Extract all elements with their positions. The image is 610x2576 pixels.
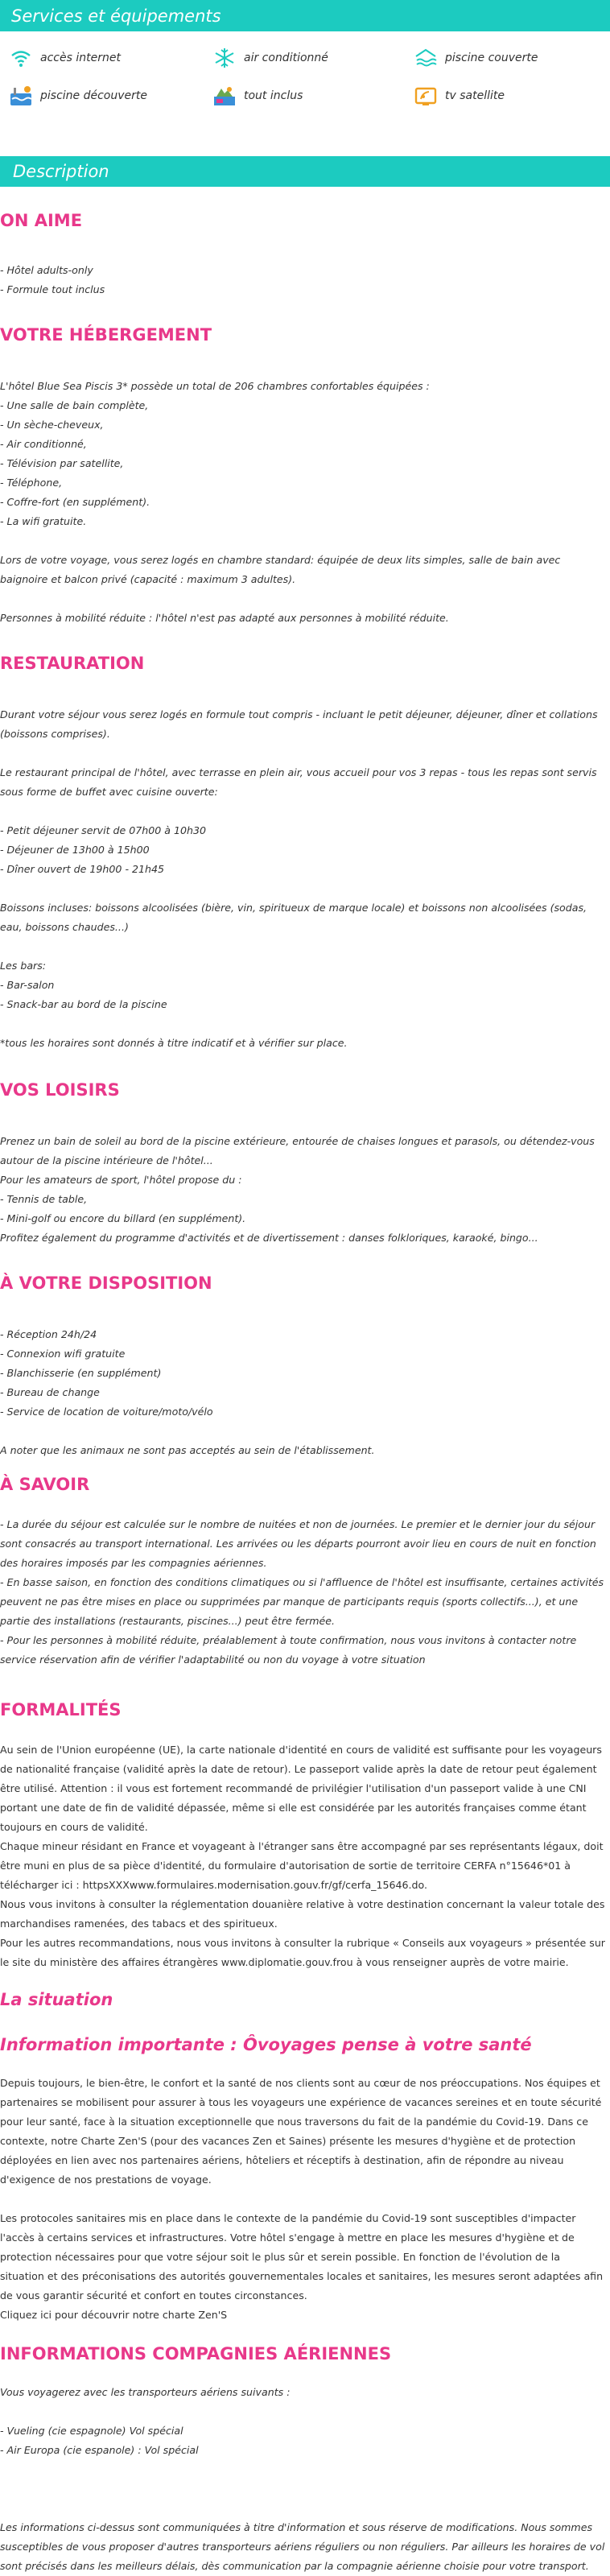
- section-heading-info-importante: Information importante : Ôvoyages pense à votre santé: [0, 2035, 532, 2054]
- section-heading-restauration: RESTAURATION: [0, 654, 145, 673]
- wifi-icon: [10, 47, 32, 68]
- services-header: [0, 0, 610, 31]
- amenity-satellite-tv: [414, 85, 505, 106]
- section-text-on-aime: - Hôtel adults-only - Formule tout inclus: [0, 264, 105, 295]
- satellite-tv-icon: [414, 85, 437, 106]
- section-text-restauration: Durant votre séjour vous serez logés en formule tout compris - incluant le petit déjeuner, déjeuner, dîner et collations (boissons comprises). Le restaurant principal de l'hôtel, avec terrasse en plein air, vous accueil pour vos 3 repas - tous les repas sont servis sous forme de buffet avec cuisine ouverte: - Petit déjeuner servit de 07h00 à 10h30 - Déjeuner de 13h00 à 15h00 - Dîner ouvert de 19h00 - 21h45 Boissons incluses: boissons alcoolisées (bière, vin, spiritueux de marque locale) et boissons non alcoolisées (sodas, eau, boissons chaudes...) Les bars: - Bar-salon - Snack-bar au bord de la piscine *tous les horaires sont donnés à titre indicatif et à vérifier sur place.: [0, 708, 598, 1049]
- section-heading-situation: La situation: [0, 1990, 113, 2009]
- description-title: Description: [13, 162, 109, 181]
- section-heading-on-aime: ON AIME: [0, 211, 83, 230]
- amenity-label: piscine couverte: [445, 52, 538, 64]
- amenity-ac: [213, 47, 328, 68]
- amenity-label: accès internet: [40, 52, 121, 64]
- section-text-formalites: Au sein de l'Union européenne (UE), la carte nationale d'identité en cours de validité est suffisante pour les voyageurs de nationalité française (validité après la date de retour). Le passeport valide après la date de retour peut également être utilisé. Attention : il vous est fortement recommandé de privilégier l'utilisation d'un passeport valide à une CNI portant une date de fin de validité dépassée, même si elle est considérée par les autorités françaises comme étant toujours en cours de validité. Chaque mineur résidant en France et voyageant à l'étranger sans être accompagné par ses représentants légaux, doit être muni en plus de sa pièce d'identité, du formulaire d'autorisation de sortie de territoire CERFA n°15646*01 à télécharger ici : httpsXXXwww.formulaires.modernisation.gouv.fr/gf/cerfa_15646.do. Nous vous invitons à consulter la réglementation douanière relative à votre destination concernant la valeur totale des marchandises ramenées, des tabacs et des spiritueux. Pour les autres recommandations, nous vous invitons à consulter la rubrique « Conseils aux voyageurs » présentée sur le site du ministère des affaires étrangères www.diplomatie.gouv.frou à vous renseigner auprès de votre mairie.: [0, 1744, 605, 1968]
- amenity-all-inclusive: [213, 85, 303, 106]
- section-text-loisirs: Prenez un bain de soleil au bord de la piscine extérieure, entourée de chaises longues et parasols, ou détendez-vous autour de la piscine intérieure de l'hôtel... Pour les amateurs de sport, l'hôtel propose du : - Tennis de table, - Mini-golf ou encore du billard (en supplément). Profitez également du programme d'activités et de divertissement : danses folkloriques, karaoké, bingo...: [0, 1135, 595, 1244]
- section-text-info-importante: Depuis toujours, le bien-être, le confort et la santé de nos clients sont au cœur de nos préoccupations. Nos équipes et partenaires se mobilisent pour assurer à tous les voyageurs une expérience de vacances sereines et en toute sécurité pour leur santé, face à la situation exceptionnelle que nous traversons du fait de la pandémie du Covid-19. Dans ce contexte, notre Charte Zen'S (pour des vacances Zen et Saines) présente les mesures d'hygiène et de protection déployées en lien avec nos partenaires aériens, hôteliers et réceptifs à destination, afin de répondre au niveau d'exigence de nos prestations de voyage. Les protocoles sanitaires mis en place dans le contexte de la pandémie du Covid-19 sont susceptibles d'impacter l'accès à certains services et infrastructures. Votre hôtel s'engage à mettre en place les mesures d'hygiène et de protection nécessaires pour que votre séjour soit le plus sûr et serein possible. En fonction de l'évolution de la situation et des préconisations des autorités gouvernementales locales et sanitaires, les mesures seront adaptées afin de vous garantir sécurité et confort en toutes circonstances. Cliquez ici pour découvrir notre charte Zen'S: [0, 2077, 604, 2321]
- all-inclusive-icon: [213, 85, 236, 106]
- section-text-disposition: - Réception 24h/24 - Connexion wifi gratuite - Blanchisserie (en supplément) - Bureau de change - Service de location de voiture/moto/vélo A noter que les animaux ne sont pas acceptés au sein de l'établissement.: [0, 1328, 375, 1456]
- amenity-label: air conditionné: [244, 52, 328, 64]
- outdoor-pool-icon: [10, 85, 32, 106]
- snowflake-icon: [213, 47, 236, 68]
- amenity-indoor-pool: [414, 47, 538, 68]
- section-heading-a-savoir: À SAVOIR: [0, 1475, 90, 1494]
- section-heading-formalites: FORMALITÉS: [0, 1700, 122, 1719]
- amenity-label: tout inclus: [244, 89, 303, 102]
- services-title: Services et équipements: [11, 6, 221, 26]
- section-text-hebergement: L'hôtel Blue Sea Piscis 3* possède un total de 206 chambres confortables équipées : - Une salle de bain complète, - Un sèche-cheveux, - Air conditionné, - Télévision par satellite, - Téléphone, - Coffre-fort (en supplément). - La wifi gratuite. Lors de votre voyage, vous serez logés en chambre standard: équipée de deux lits simples, salle de bain avec baignoire et balcon privé (capacité : maximum 3 adultes). Personnes à mobilité réduite : l'hôtel n'est pas adapté aux personnes à mobilité réduite.: [0, 380, 561, 624]
- amenities-grid: [0, 31, 610, 156]
- section-text-compagnies: Vous voyagerez avec les transporteurs aériens suivants : - Vueling (cie espagnole) Vol spécial - Air Europa (cie espanole) : Vol spécial Les informations ci-dessus sont communiquées à titre d'information et sous réserve de modifications. Nous sommes susceptibles de vous proposer d'autres transporteurs aériens réguliers ou non réguliers. Par ailleurs les horaires de vol sont précisés dans les meilleurs délais, dès communication par la compagnie aérienne choisie pour votre transport.: [0, 2386, 605, 2572]
- section-text-a-savoir: - La durée du séjour est calculée sur le nombre de nuitées et non de journées. Le premier et le dernier jour du séjour sont consacrés au transport international. Les arrivées ou les départs pourront avoir lieu en cours de nuit en fonction des horaires imposés par les compagnies aériennes. - En basse saison, en fonction des conditions climatiques ou si l'affluence de l'hôtel est insuffisante, certaines activités peuvent ne pas être mises en place ou supprimées par manque de participants requis (sports collectifs...), et une partie des installations (restaurants, piscines...) peut être fermée. - Pour les personnes à mobilité réduite, préalablement à toute confirmation, nous vous invitons à contacter notre service réservation afin de vérifier l'adaptabilité ou non du voyage à votre situation: [0, 1518, 604, 1666]
- section-heading-loisirs: VOS LOISIRS: [0, 1080, 120, 1100]
- section-heading-disposition: À VOTRE DISPOSITION: [0, 1274, 212, 1293]
- amenity-label: piscine découverte: [40, 89, 147, 102]
- section-heading-hebergement: VOTRE HÉBERGEMENT: [0, 325, 212, 345]
- section-heading-compagnies: INFORMATIONS COMPAGNIES AÉRIENNES: [0, 2344, 392, 2363]
- description-header: [0, 156, 610, 187]
- amenity-outdoor-pool: [10, 85, 147, 106]
- amenity-label: tv satellite: [445, 89, 505, 102]
- amenity-internet: [10, 47, 121, 68]
- indoor-pool-icon: [414, 47, 437, 68]
